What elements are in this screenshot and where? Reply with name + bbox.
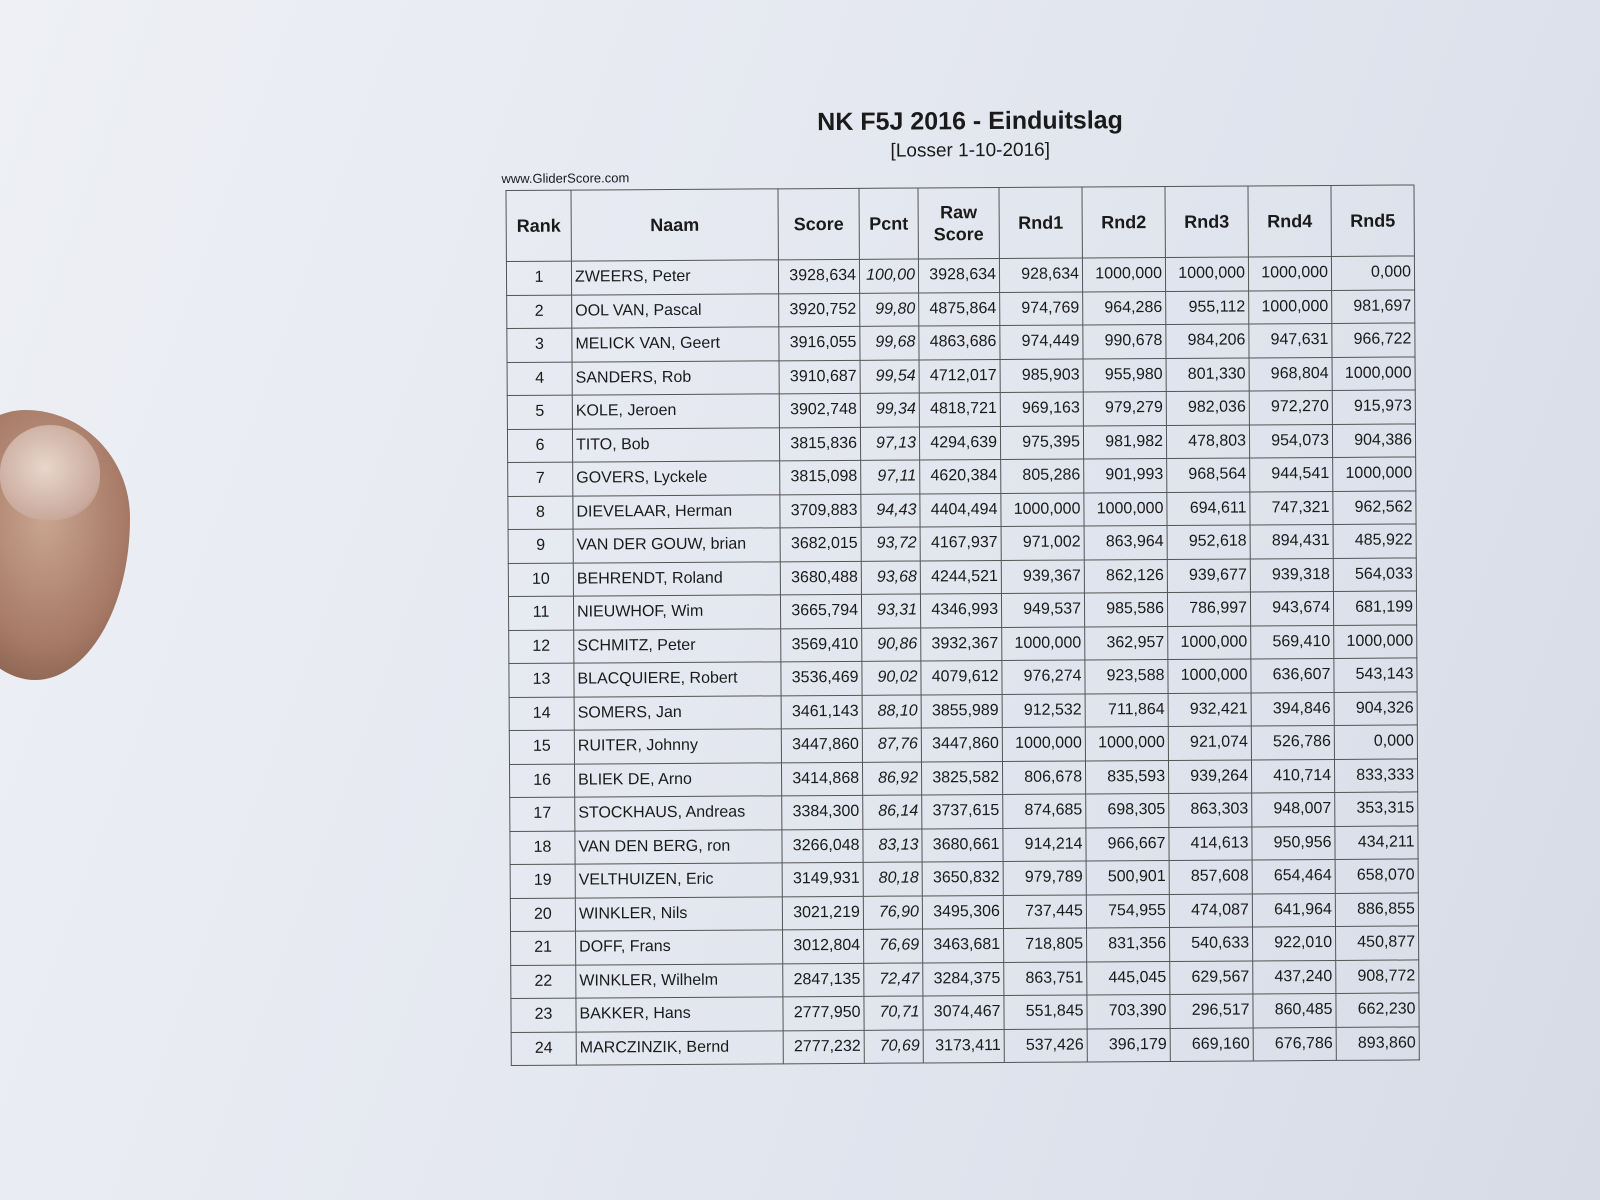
cell-rnd2: 831,356 [1087,927,1170,961]
cell-rank: 20 [510,898,575,932]
cell-raw-score: 3447,860 [921,727,1002,761]
cell-name: VELTHUIZEN, Eric [575,863,782,898]
cell-pcnt: 100,00 [859,259,918,293]
cell-rnd2: 964,286 [1083,291,1166,325]
cell-pcnt: 87,76 [862,728,921,762]
cell-rnd2: 445,045 [1087,961,1170,995]
table-row [507,390,1415,429]
cell-rnd2: 955,980 [1083,358,1166,392]
cell-rnd5: 658,070 [1335,859,1418,893]
cell-rnd5: 1000,000 [1334,624,1417,658]
cell-rnd1: 718,805 [1004,928,1087,962]
cell-rnd2: 863,964 [1084,525,1167,559]
cell-rnd2: 966,667 [1086,827,1169,861]
cell-rnd3: 694,611 [1167,491,1250,525]
cell-rnd5: 450,877 [1336,926,1419,960]
cell-name: STOCKHAUS, Andreas [575,796,782,831]
cell-name: SOMERS, Jan [574,695,781,730]
cell-raw-score: 3650,832 [922,861,1003,895]
cell-rnd1: 976,274 [1002,660,1085,694]
cell-rnd2: 396,179 [1087,1028,1170,1062]
cell-rnd3: 863,303 [1169,793,1252,827]
cell-score: 3920,752 [779,293,860,327]
cell-rnd2: 901,993 [1084,458,1167,492]
cell-name: RUITER, Johnny [574,729,781,764]
header-score: Score [778,188,859,259]
cell-raw-score: 3463,681 [923,928,1004,962]
cell-pcnt: 94,43 [861,493,920,527]
cell-pcnt: 97,13 [860,426,919,460]
cell-rnd3: 939,264 [1168,759,1251,793]
cell-pcnt: 70,69 [864,1029,923,1063]
cell-rnd3: 921,074 [1168,726,1251,760]
cell-rnd4: 968,804 [1249,357,1332,391]
cell-score: 3682,015 [780,527,861,561]
cell-rank: 6 [507,429,572,463]
cell-raw-score: 4294,639 [919,426,1000,460]
cell-score: 3916,055 [779,326,860,360]
cell-pcnt: 86,14 [863,795,922,829]
cell-rnd3: 801,330 [1166,357,1249,391]
cell-rnd2: 985,586 [1084,592,1167,626]
cell-rnd4: 948,007 [1252,792,1335,826]
cell-rank: 3 [507,328,572,362]
cell-score: 3447,860 [781,728,862,762]
cell-rank: 4 [507,362,572,396]
table-row [510,859,1418,898]
cell-rank: 9 [508,529,573,563]
cell-name: SCHMITZ, Peter [574,628,781,663]
results-body [506,256,1419,1066]
cell-score: 3928,634 [778,259,859,293]
cell-rnd1: 969,163 [1000,392,1083,426]
cell-score: 3536,469 [781,661,862,695]
cell-rnd4: 922,010 [1253,926,1336,960]
cell-rnd5: 353,315 [1335,792,1418,826]
cell-rnd1: 537,426 [1004,1028,1087,1062]
cell-rnd1: 1000,000 [1001,492,1084,526]
header-raw-score [918,187,999,258]
cell-rnd5: 1000,000 [1332,356,1415,390]
cell-rank: 24 [511,1032,576,1066]
cell-score: 3910,687 [779,360,860,394]
cell-pcnt: 80,18 [863,862,922,896]
cell-rnd1: 974,769 [1000,291,1083,325]
cell-rnd3: 414,613 [1169,826,1252,860]
cell-rnd5: 1000,000 [1333,457,1416,491]
cell-rnd3: 1000,000 [1168,625,1251,659]
cell-rank: 22 [511,965,576,999]
cell-rnd1: 949,537 [1001,593,1084,627]
cell-pcnt: 99,34 [860,393,919,427]
cell-rank: 17 [510,797,575,831]
cell-pcnt: 97,11 [861,460,920,494]
cell-raw-score: 3928,634 [918,258,999,292]
cell-rank: 13 [509,663,574,697]
cell-pcnt: 93,72 [861,527,920,561]
cell-score: 3266,048 [782,829,863,863]
cell-rnd1: 806,678 [1002,760,1085,794]
cell-rank: 12 [509,630,574,664]
cell-rnd4: 1000,000 [1248,256,1331,290]
cell-rnd3: 629,567 [1170,960,1253,994]
cell-rnd3: 540,633 [1170,927,1253,961]
header-rnd3: Rnd3 [1165,186,1248,258]
cell-name: GOVERS, Lyckele [573,461,780,496]
cell-name: KOLE, Jeroen [572,394,779,429]
cell-rnd4: 394,846 [1251,692,1334,726]
cell-pcnt: 83,13 [863,828,922,862]
cell-rnd2: 703,390 [1087,994,1170,1028]
cell-rnd4: 526,786 [1251,725,1334,759]
cell-pcnt: 72,47 [864,962,923,996]
cell-rnd2: 698,305 [1086,793,1169,827]
table-row [508,524,1416,563]
cell-rnd2: 754,955 [1086,894,1169,928]
cell-raw-score: 4404,494 [920,493,1001,527]
cell-rnd1: 863,751 [1004,961,1087,995]
table-row [509,725,1417,764]
cell-rnd5: 485,922 [1333,524,1416,558]
cell-rnd5: 966,722 [1332,323,1415,357]
cell-rnd5: 915,973 [1332,390,1415,424]
cell-rnd4: 860,485 [1253,993,1336,1027]
cell-raw-score: 3932,367 [921,627,1002,661]
cell-rnd4: 939,318 [1250,558,1333,592]
cell-name: MARCZINZIK, Bernd [576,1030,783,1065]
cell-rnd1: 928,634 [999,258,1082,292]
cell-score: 3384,300 [782,795,863,829]
cell-raw-score: 3495,306 [922,895,1003,929]
cell-raw-score: 3173,411 [923,1029,1004,1063]
cell-score: 3461,143 [781,695,862,729]
table-row [509,758,1417,797]
cell-rnd4: 954,073 [1249,424,1332,458]
cell-rnd1: 551,845 [1004,995,1087,1029]
cell-rank: 10 [508,563,573,597]
cell-pcnt: 90,86 [862,627,921,661]
cell-rnd5: 681,199 [1333,591,1416,625]
cell-rnd1: 912,532 [1002,693,1085,727]
cell-rnd2: 862,126 [1084,559,1167,593]
cell-raw-score: 3737,615 [922,794,1003,828]
table-row [507,356,1415,395]
table-row [511,1026,1419,1065]
table-row [508,591,1416,630]
cell-rnd5: 0,000 [1334,725,1417,759]
header-rnd4: Rnd4 [1248,185,1331,257]
cell-rnd1: 1000,000 [1002,727,1085,761]
cell-raw-score: 4620,384 [920,459,1001,493]
cell-name: OOL VAN, Pascal [572,293,779,328]
header-rank: Rank [506,190,571,261]
cell-raw-score: 4244,521 [920,560,1001,594]
cell-rank: 1 [506,261,571,295]
cell-rnd3: 939,677 [1167,558,1250,592]
header-row [506,185,1414,262]
cell-pcnt: 90,02 [862,661,921,695]
table-row [511,926,1419,965]
header-rnd5: Rnd5 [1331,185,1414,257]
cell-score: 3709,883 [780,494,861,528]
cell-raw-score: 4875,864 [919,292,1000,326]
cell-rnd4: 894,431 [1250,524,1333,558]
cell-name: BLACQUIERE, Robert [574,662,781,697]
cell-rank: 16 [509,764,574,798]
cell-rnd3: 474,087 [1169,893,1252,927]
cell-raw-score: 3284,375 [923,962,1004,996]
cell-pcnt: 88,10 [862,694,921,728]
cell-rank: 15 [509,730,574,764]
cell-rnd2: 1000,000 [1082,257,1165,291]
cell-rnd2: 835,593 [1085,760,1168,794]
cell-pcnt: 99,68 [860,326,919,360]
cell-name: TITO, Bob [572,427,779,462]
cell-rank: 23 [511,998,576,1032]
cell-pcnt: 93,31 [861,594,920,628]
cell-rnd3: 669,160 [1170,1027,1253,1061]
cell-rnd3: 955,112 [1166,290,1249,324]
cell-rank: 11 [508,596,573,630]
cell-score: 3815,098 [780,460,861,494]
cell-rank: 8 [508,496,573,530]
cell-rnd1: 914,214 [1003,827,1086,861]
website-label: www.GliderScore.com [501,170,630,187]
cell-rnd5: 908,772 [1336,959,1419,993]
cell-name: WINKLER, Nils [575,896,782,931]
cell-rnd3: 857,608 [1169,860,1252,894]
cell-pcnt: 93,68 [861,560,920,594]
cell-rnd2: 979,279 [1083,391,1166,425]
header-rnd2: Rnd2 [1082,186,1165,258]
cell-rnd1: 874,685 [1003,794,1086,828]
results-table [505,184,1419,1066]
cell-rnd3: 296,517 [1170,994,1253,1028]
cell-rnd3: 786,997 [1167,592,1250,626]
cell-rnd4: 944,541 [1250,457,1333,491]
cell-score: 2777,232 [783,1030,864,1064]
cell-rnd3: 968,564 [1167,458,1250,492]
cell-rnd1: 979,789 [1003,861,1086,895]
cell-rnd1: 939,367 [1001,559,1084,593]
cell-rank: 19 [510,864,575,898]
cell-score: 3021,219 [782,896,863,930]
cell-rnd2: 1000,000 [1085,726,1168,760]
table-row [507,323,1415,362]
cell-raw-score: 3680,661 [922,828,1003,862]
cell-score: 3680,488 [780,561,861,595]
cell-raw-score: 3825,582 [921,761,1002,795]
table-row [508,457,1416,496]
cell-score: 3815,836 [779,427,860,461]
cell-score: 3414,868 [781,762,862,796]
cell-score: 2847,135 [783,963,864,997]
cell-rnd5: 904,386 [1332,423,1415,457]
table-row [510,892,1418,931]
cell-raw-score: 4712,017 [919,359,1000,393]
cell-pcnt: 99,80 [860,292,919,326]
cell-rnd2: 362,957 [1085,626,1168,660]
cell-name: SANDERS, Rob [572,360,779,395]
cell-score: 3902,748 [779,393,860,427]
cell-rnd5: 0,000 [1331,256,1414,290]
cell-rnd5: 543,143 [1334,658,1417,692]
cell-rank: 5 [507,395,572,429]
cell-name: WINKLER, Wilhelm [576,963,783,998]
cell-rnd3: 478,803 [1166,424,1249,458]
cell-rank: 14 [509,697,574,731]
cell-score: 3665,794 [780,594,861,628]
table-row [511,993,1419,1032]
table-row [508,557,1416,596]
cell-rnd2: 711,864 [1085,693,1168,727]
cell-rnd3: 1000,000 [1168,659,1251,693]
cell-name: BEHRENDT, Roland [573,561,780,596]
cell-rnd4: 950,956 [1252,826,1335,860]
cell-rnd4: 747,321 [1250,491,1333,525]
cell-rank: 18 [510,831,575,865]
cell-score: 2777,950 [783,996,864,1030]
cell-pcnt: 99,54 [860,359,919,393]
cell-raw-score: 4863,686 [919,325,1000,359]
cell-pcnt: 70,71 [864,996,923,1030]
cell-rnd4: 641,964 [1252,893,1335,927]
table-row [509,658,1417,697]
cell-name: NIEUWHOF, Wim [573,595,780,630]
cell-rank: 7 [508,462,573,496]
cell-rnd2: 500,901 [1086,860,1169,894]
cell-name: BLIEK DE, Arno [574,762,781,797]
cell-rnd1: 974,449 [1000,325,1083,359]
cell-rnd5: 962,562 [1333,490,1416,524]
results-document [501,104,1461,1066]
header-name: Naam [571,189,778,261]
cell-name: MELICK VAN, Geert [572,327,779,362]
cell-name: VAN DEN BERG, ron [575,829,782,864]
cell-rnd5: 886,855 [1335,892,1418,926]
cell-name: VAN DER GOUW, brian [573,528,780,563]
cell-raw-score: 4167,937 [920,526,1001,560]
cell-rnd5: 981,697 [1332,289,1415,323]
cell-rnd3: 984,206 [1166,324,1249,358]
cell-pcnt: 86,92 [862,761,921,795]
cell-rnd5: 564,033 [1333,557,1416,591]
header-raw-line1: Raw [940,202,978,223]
table-row [508,490,1416,529]
header-pcnt: Pcnt [859,188,918,259]
header-raw-line2: Score [933,224,984,245]
cell-score: 3569,410 [781,628,862,662]
cell-name: BAKKER, Hans [576,997,783,1032]
cell-raw-score: 4346,993 [920,593,1001,627]
cell-rnd1: 975,395 [1000,425,1083,459]
cell-rnd4: 569,410 [1251,625,1334,659]
cell-raw-score: 3855,989 [921,694,1002,728]
cell-rank: 21 [511,931,576,965]
cell-rnd5: 833,333 [1334,758,1417,792]
cell-rnd2: 990,678 [1083,324,1166,358]
table-row [506,256,1414,295]
cell-rnd4: 1000,000 [1249,290,1332,324]
cell-rnd4: 972,270 [1249,390,1332,424]
cell-rnd4: 654,464 [1252,859,1335,893]
header-rnd1: Rnd1 [999,187,1082,259]
cell-raw-score: 4079,612 [921,660,1002,694]
document-subtitle: [Losser 1-10-2016] [890,139,1051,162]
table-row [509,691,1417,730]
cell-rnd4: 676,786 [1253,1027,1336,1061]
cell-name: DOFF, Frans [576,930,783,965]
cell-rnd5: 662,230 [1336,993,1419,1027]
cell-score: 3012,804 [783,929,864,963]
cell-rnd5: 434,211 [1335,825,1418,859]
cell-rnd4: 410,714 [1251,759,1334,793]
cell-rnd2: 981,982 [1083,425,1166,459]
table-row [511,959,1419,998]
thumbnail-nail [0,425,100,520]
table-row [507,289,1415,328]
cell-raw-score: 3074,467 [923,995,1004,1029]
cell-rnd3: 982,036 [1166,391,1249,425]
cell-rnd3: 1000,000 [1165,257,1248,291]
cell-name: DIEVELAAR, Herman [573,494,780,529]
cell-rnd4: 437,240 [1253,960,1336,994]
cell-rank: 2 [507,295,572,329]
table-row [509,624,1417,663]
table-row [507,423,1415,462]
cell-rnd2: 923,588 [1085,659,1168,693]
cell-rnd1: 737,445 [1003,894,1086,928]
cell-rnd1: 1000,000 [1002,626,1085,660]
cell-rnd2: 1000,000 [1084,492,1167,526]
cell-rnd5: 893,860 [1336,1026,1419,1060]
cell-score: 3149,931 [782,862,863,896]
cell-rnd4: 636,607 [1251,658,1334,692]
cell-pcnt: 76,90 [863,895,922,929]
cell-rnd5: 904,326 [1334,691,1417,725]
table-row [510,792,1418,831]
cell-raw-score: 4818,721 [919,392,1000,426]
cell-pcnt: 76,69 [864,929,923,963]
cell-rnd1: 805,286 [1001,459,1084,493]
cell-rnd4: 943,674 [1250,591,1333,625]
cell-name: ZWEERS, Peter [571,260,778,295]
table-row [510,825,1418,864]
cell-rnd1: 985,903 [1000,358,1083,392]
cell-rnd1: 971,002 [1001,526,1084,560]
cell-rnd4: 947,631 [1249,323,1332,357]
cell-rnd3: 932,421 [1168,692,1251,726]
cell-rnd3: 952,618 [1167,525,1250,559]
document-title: NK F5J 2016 - Einduitslag [817,106,1123,137]
